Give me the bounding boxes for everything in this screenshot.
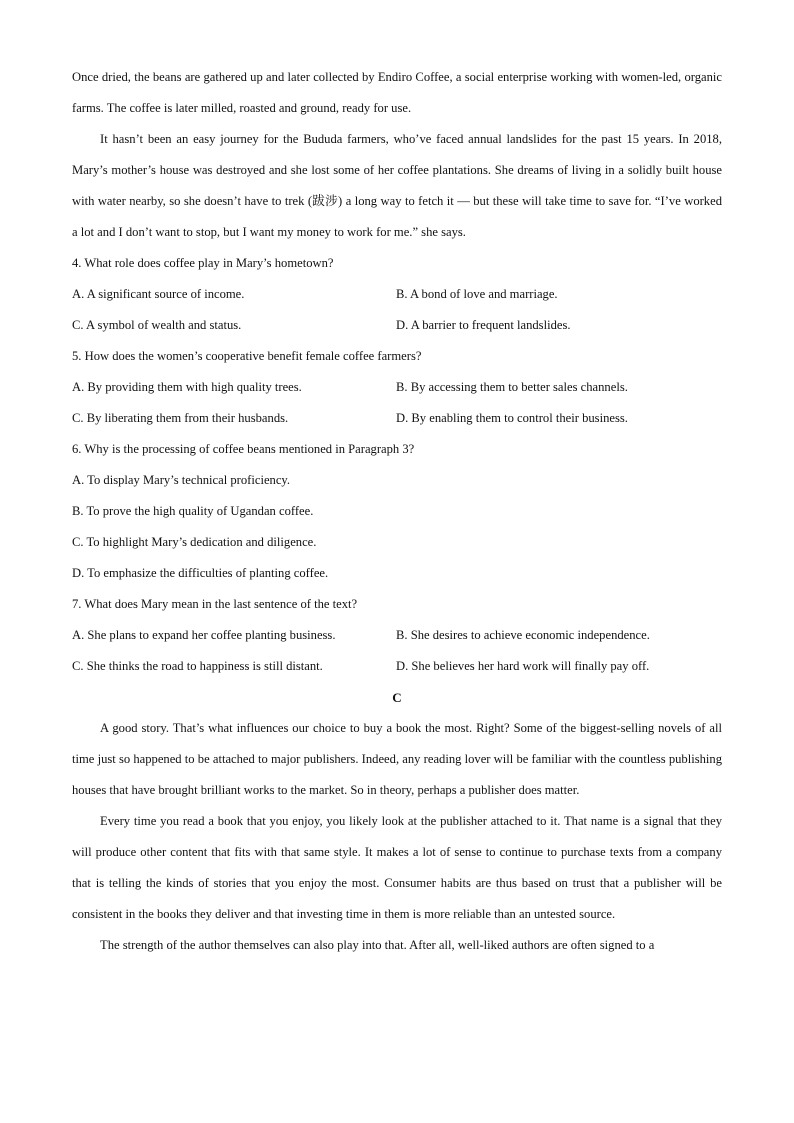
question-5-option-a: A. By providing them with high quality trees. xyxy=(72,380,302,394)
question-6-option-d: D. To emphasize the difficulties of planting coffee. xyxy=(72,566,329,580)
question-4-option-b: B. A bond of love and marriage. xyxy=(396,287,558,301)
document-page xyxy=(72,62,722,961)
paragraph-c-publisher-signal: Every time you read a book that you enjoy, you likely look at the publisher attached to it. That name is a signal that they will produce other content that fits with that same style. It makes a lot of sense to continue to purchase texts from a company that is telling the kinds of stories that you enjoy the most. Consumer habits are thus based on trust that a publisher will be consistent in the books they deliver and that investing time in them is more reliable than an untested source. xyxy=(72,814,722,921)
question-4-options-row-1 xyxy=(72,279,722,310)
question-6-option-b: B. To prove the high quality of Ugandan coffee. xyxy=(72,504,314,518)
question-6-stem: 6. Why is the processing of coffee beans mentioned in Paragraph 3? xyxy=(72,442,415,456)
paragraph-c-author-strength: The strength of the author themselves can also play into that. After all, well-liked authors are often signed to a xyxy=(100,938,655,952)
question-4-option-d: D. A barrier to frequent landslides. xyxy=(396,318,571,332)
paragraph-beans-collection: Once dried, the beans are gathered up and later collected by Endiro Coffee, a social enterprise working with women-led, organic farms. The coffee is later milled, roasted and ground, ready for use. xyxy=(72,70,722,115)
question-4-options-row-2 xyxy=(72,310,722,341)
question-6-option-a: A. To display Mary’s technical proficiency. xyxy=(72,473,291,487)
question-4-option-a: A. A significant source of income. xyxy=(72,287,245,301)
question-7-option-d: D. She believes her hard work will finally pay off. xyxy=(396,659,650,673)
question-5-option-c: C. By liberating them from their husbands. xyxy=(72,411,289,425)
question-6-option-c: C. To highlight Mary’s dedication and diligence. xyxy=(72,535,317,549)
question-7-options-row-2 xyxy=(72,651,722,682)
question-5-options-row-1 xyxy=(72,372,722,403)
paragraph-c-good-story: A good story. That’s what influences our choice to buy a book the most. Right? Some of the biggest-selling novels of all time just so happened to be attached to major publishers. Indeed, any reading lover will be familiar with the countless publishing houses that have brought brilliant works to the market. So in theory, perhaps a publisher does matter. xyxy=(72,721,722,797)
question-5-option-d: D. By enabling them to control their business. xyxy=(396,411,628,425)
question-7-option-a: A. She plans to expand her coffee planting business. xyxy=(72,628,336,642)
question-7-stem: 7. What does Mary mean in the last sentence of the text? xyxy=(72,597,358,611)
paragraph-bududa-farmers: It hasn’t been an easy journey for the Bududa farmers, who’ve faced annual landslides for the past 15 years. In 2018, Mary’s mother’s house was destroyed and she lost some of her coffee plantations. She dreams of living in a solidly built house with water nearby, so she doesn’t have to trek (跋涉) a long way to fetch it — but these will take time to save for. “I’ve worked a lot and I don’t want to stop, but I want my money to work for me.” she says. xyxy=(72,132,722,239)
question-7-option-b: B. She desires to achieve economic independence. xyxy=(396,628,650,642)
question-4-stem: 4. What role does coffee play in Mary’s hometown? xyxy=(72,256,334,270)
question-5-stem: 5. How does the women’s cooperative benefit female coffee farmers? xyxy=(72,349,422,363)
question-4-option-c: C. A symbol of wealth and status. xyxy=(72,318,242,332)
section-c-heading: C xyxy=(392,690,402,705)
question-7-option-c: C. She thinks the road to happiness is still distant. xyxy=(72,659,323,673)
question-5-option-b: B. By accessing them to better sales channels. xyxy=(396,380,628,394)
question-5-options-row-2 xyxy=(72,403,722,434)
question-7-options-row-1 xyxy=(72,620,722,651)
